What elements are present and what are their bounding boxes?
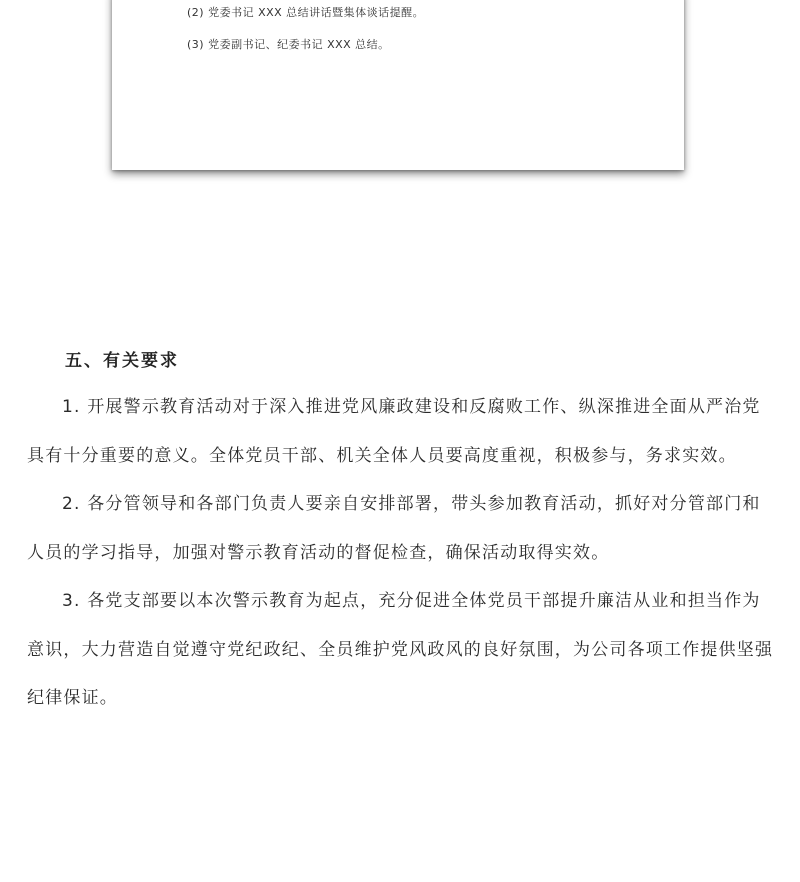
requirement-paragraph-2: 2. 各分管领导和各部门负责人要亲自安排部署，带头参加教育活动，抓好对分管部门和人员的学习指导，加强对警示教育活动的督促检查，确保活动取得实效。 <box>27 494 761 563</box>
agenda-item-2: (2) 党委书记 XXX 总结讲话暨集体谈话提醒。 <box>187 6 425 19</box>
section-heading: 五、有关要求 <box>65 351 179 371</box>
requirement-paragraph-3: 3. 各党支部要以本次警示教育为起点，充分促进全体党员干部提升廉洁从业和担当作为意识，大力营造自觉遵守党纪政纪、全员维护党风政风的良好氛围，为公司各项工作提供坚强纪律保证。 <box>27 591 774 708</box>
requirement-paragraph-1: 1. 开展警示教育活动对于深入推进党风廉政建设和反腐败工作、纵深推进全面从严治党具有十分重要的意义。全体党员干部、机关全体人员要高度重视，积极参与，务求实效。 <box>27 397 761 466</box>
agenda-item-3: (3) 党委副书记、纪委书记 XXX 总结。 <box>187 38 390 51</box>
document-page-preview <box>112 0 684 170</box>
